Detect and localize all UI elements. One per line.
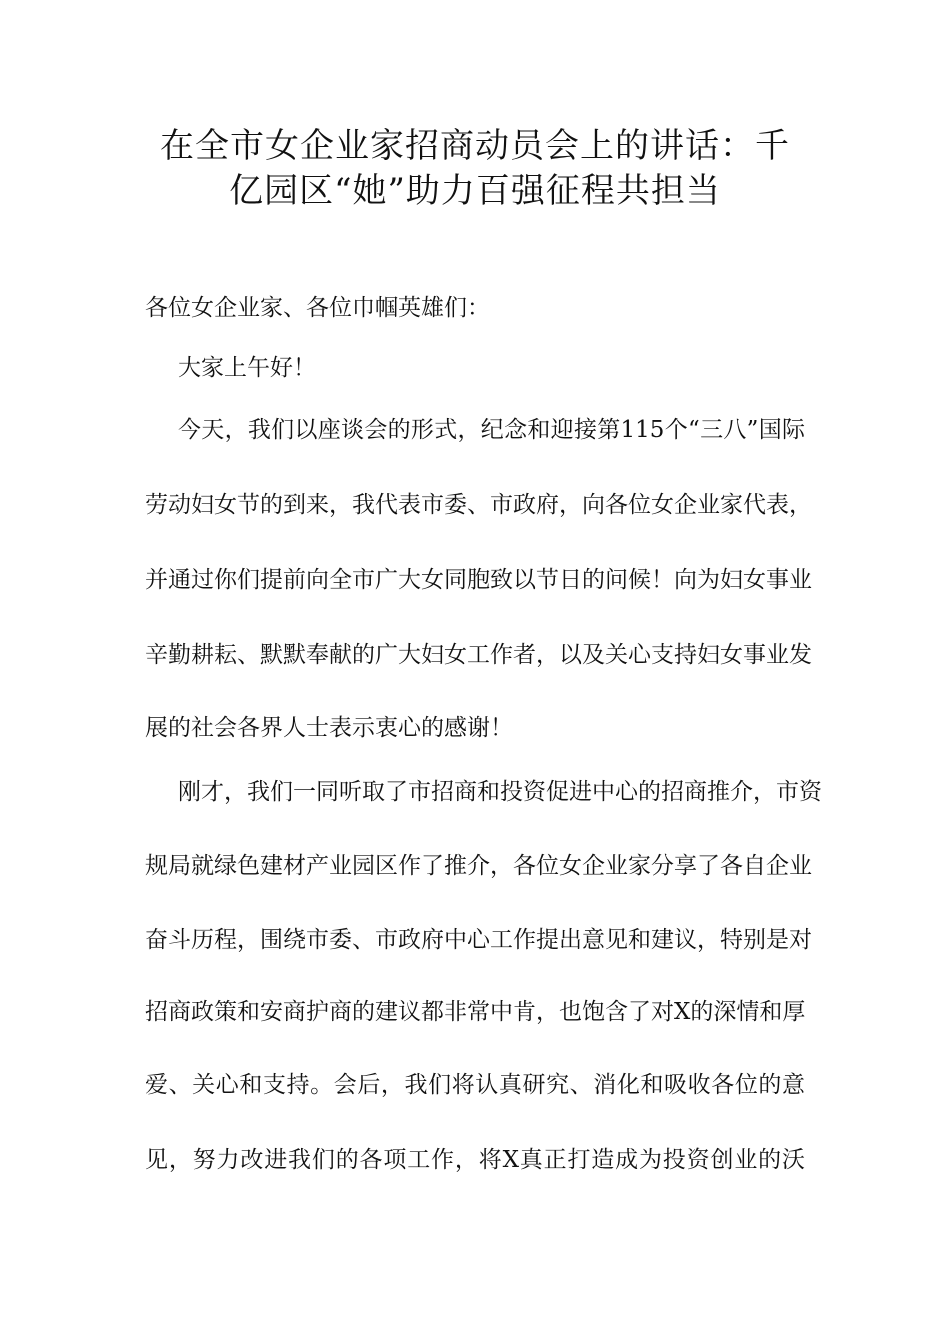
paragraph-line: 并通过你们提前向全市广大女同胞致以节日的问候！向为妇女事业 — [145, 567, 812, 593]
document-title-line-2: 亿园区“她”助力百强征程共担当 — [229, 171, 721, 211]
document-title-line-1: 在全市女企业家招商动员会上的讲话：千 — [160, 126, 790, 166]
paragraph-line: 见，努力改进我们的各项工作，将X真正打造成为投资创业的沃 — [145, 1147, 805, 1173]
paragraph-line: 招商政策和安商护商的建议都非常中肯，也饱含了对X的深情和厚 — [145, 999, 806, 1025]
paragraph-line: 展的社会各界人士表示衷心的感谢！ — [145, 715, 513, 741]
paragraph-line: 奋斗历程，围绕市委、市政府中心工作提出意见和建议，特别是对 — [145, 927, 812, 953]
paragraph-line: 劳动妇女节的到来，我代表市委、市政府，向各位女企业家代表， — [145, 492, 812, 518]
greeting: 大家上午好！ — [178, 355, 316, 381]
paragraph-line: 规局就绿色建材产业园区作了推介，各位女企业家分享了各自企业 — [145, 853, 812, 879]
paragraph-line: 今天，我们以座谈会的形式，纪念和迎接第115个“三八”国际 — [178, 417, 805, 443]
paragraph-line: 辛勤耕耘、默默奉献的广大妇女工作者，以及关心支持妇女事业发 — [145, 642, 812, 668]
paragraph-line: 刚才，我们一同听取了市招商和投资促进中心的招商推介，市资 — [178, 779, 822, 805]
paragraph-line: 爱、关心和支持。会后，我们将认真研究、消化和吸收各位的意 — [145, 1072, 805, 1098]
salutation: 各位女企业家、各位巾帼英雄们： — [145, 295, 490, 321]
